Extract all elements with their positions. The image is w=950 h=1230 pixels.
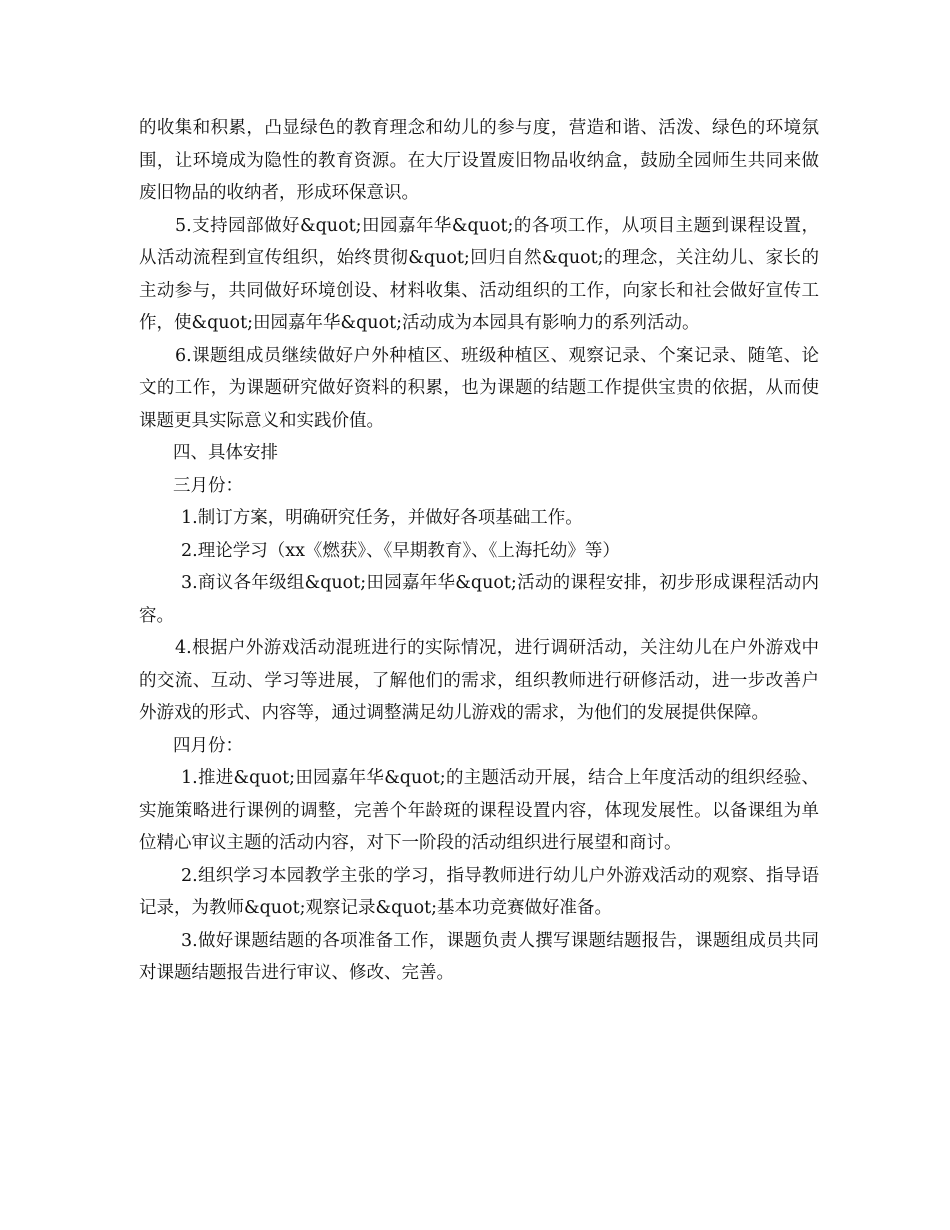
month-heading: 四月份： <box>173 735 243 756</box>
list-item: 1.推进&quot;田园嘉年华&quot;的主题活动开展，结合上年度活动的组织经验、实施策略进行课例的调整，完善个年龄斑的课程设置内容，体现发展性。以备课组为单位精心审议主题的活动内容，对下一阶段的活动组织进行展望和商讨。 <box>139 768 819 853</box>
list-item: 1.制订方案，明确研究任务，并做好各项基础工作。 <box>181 508 583 528</box>
body-paragraph: 5.支持园部做好&quot;田园嘉年华&quot;的各项工作，从项目主题到课程设置，从活动流程到宣传组织，始终贯彻&quot;回归自然&quot;的理念，关注幼儿、家长的主动参与，共同做好环境创设、材料收集、活动组织的工作，向家长和社会做好宣传工作，使&quot;田园嘉年华&quot;活动成为本园具有影响力的系列活动。 <box>139 215 819 333</box>
list-item: 4.根据户外游戏活动混班进行的实际情况，进行调研活动，关注幼儿在户外游戏中的交流、互动、学习等进展，了解他们的需求，组织教师进行研修活动，进一步改善户外游戏的形式、内容等，通过调整满足幼儿游戏的需求，为他们的发展提供保障。 <box>139 638 819 723</box>
body-paragraph: 的收集和积累，凸显绿色的教育理念和幼儿的参与度，营造和谐、活泼、绿色的环境氛围，让环境成为隐性的教育资源。在大厅设置废旧物品收纳盒，鼓励全园师生共同来做废旧物品的收纳者，形成环保意识。 <box>139 118 819 203</box>
list-item: 2.组织学习本园教学主张的学习，指导教师进行幼儿户外游戏活动的观察、指导语记录，为教师&quot;观察记录&quot;基本功竞赛做好准备。 <box>139 865 819 918</box>
section-heading: 四、具体安排 <box>173 443 278 463</box>
document-body <box>139 112 819 990</box>
body-paragraph: 6.课题组成员继续做好户外种植区、班级种植区、观察记录、个案记录、随笔、论文的工作，为课题研究做好资料的积累，也为课题的结题工作提供宝贵的依据，从而使课题更具实际意义和实践价值。 <box>139 345 819 431</box>
list-item: 3.商议各年级组&quot;田园嘉年华&quot;活动的课程安排，初步形成课程活动内容。 <box>139 573 819 626</box>
list-item: 3.做好课题结题的各项准备工作，课题负责人撰写课题结题报告，课题组成员共同对课题结题报告进行审议、修改、完善。 <box>139 930 819 983</box>
list-item: 2.理论学习（xx《燃获》、《早期教育》、《上海托幼》等） <box>181 540 620 561</box>
month-heading: 三月份： <box>173 475 243 496</box>
